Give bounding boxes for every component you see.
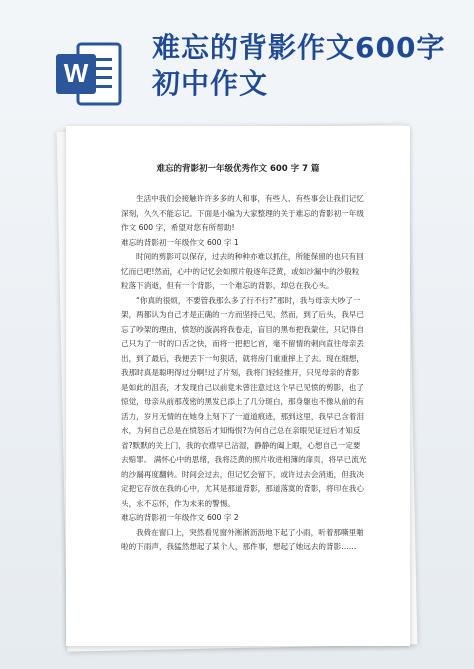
word-document-icon — [52, 38, 124, 110]
document-page — [66, 126, 410, 646]
document-title: 难忘的背影初一年级优秀作文 600 字 7 篇 — [156, 164, 320, 174]
page-title: 难忘的背影作文600字初中作文 — [152, 31, 446, 100]
section2-paragraph-1: 我倚在窗口上，突然看见窗外淅淅沥沥地下起了小雨，听着那嘶里啪啦的下雨声，我猛然想起了某个人，那件事，想起了她远去的背影…… — [121, 527, 364, 551]
document-body — [121, 192, 367, 555]
word-icon-letter: W — [63, 58, 89, 88]
section1-paragraph-2: “你真的很烦，不要管我那么多了行不行?”那时，我与母亲大吵了一架，两都认为自己才是正确的一方而坚持己见，然而，到了后头，我早已忘了吵架的理由，愤怒的漩涡将我卷走，盲目的黑布把我蒙住，只记得自己只为了一时的口舌之快，而将一把把匕首，毫不留情的刺向直往母亲丢出，到了最后，我便丢下一句狠话，就将房门重重摔上了去。现在细想，我那时真是聪明得过分啊!过了片刻，我将门轻轻推开，只见母亲的背影是如此的沮丧，才发现自己以前竟未曾注意过这个早已见愤的剪影，也了惊觉，母亲从前那茂密的黑发已添上了几分斑白，那身躯也不像从前的有活力，岁月无情的在她身上刻下了一道道痕迹，那到这里，我早已含着泪水，为何自己总是在愤怒后才知悔恨?为何自己总在亲眼见证过后才知反省?默默的关上门，我的衣襟早已沾湿，静静的阖上眼，心想自己一定要去赔罪。 满怀心中的思绪，我将泛黄的照片收进相簿的扉页，将早已流光的沙漏再度翻转。时间会过去，但记忆会留下，或许过去会消逝，但我决定把它存放在我的心中，尤其是那道背影，那道落寞的背影，将印在我心头，永不忘怀，作为未来的警惕。 — [121, 295, 367, 508]
intro-paragraph: 生活中我们会接触许许多多的人和事，有些人、有些事会让我们记忆深刻，久久不能忘记。下面是小编为大家整理的关于难忘的背影初一年级作文 600 字，希望对您有所帮助! — [121, 194, 364, 232]
section-heading-2: 难忘的背影初一年级作文 600 字 2 — [121, 513, 239, 522]
section-heading-1: 难忘的背影初一年级作文 600 字 1 — [121, 237, 239, 247]
section1-paragraph-1: 时间的剪影可以保存，过去的种种亦难以抓住，所能保留的也只有回忆而已吧!然而，心中的记忆会如照片般逐年泛黄，或如沙漏中的沙般粒粒落下消逝，但有一个背影，一个难忘的背影，却总在我心头。 — [121, 252, 364, 290]
